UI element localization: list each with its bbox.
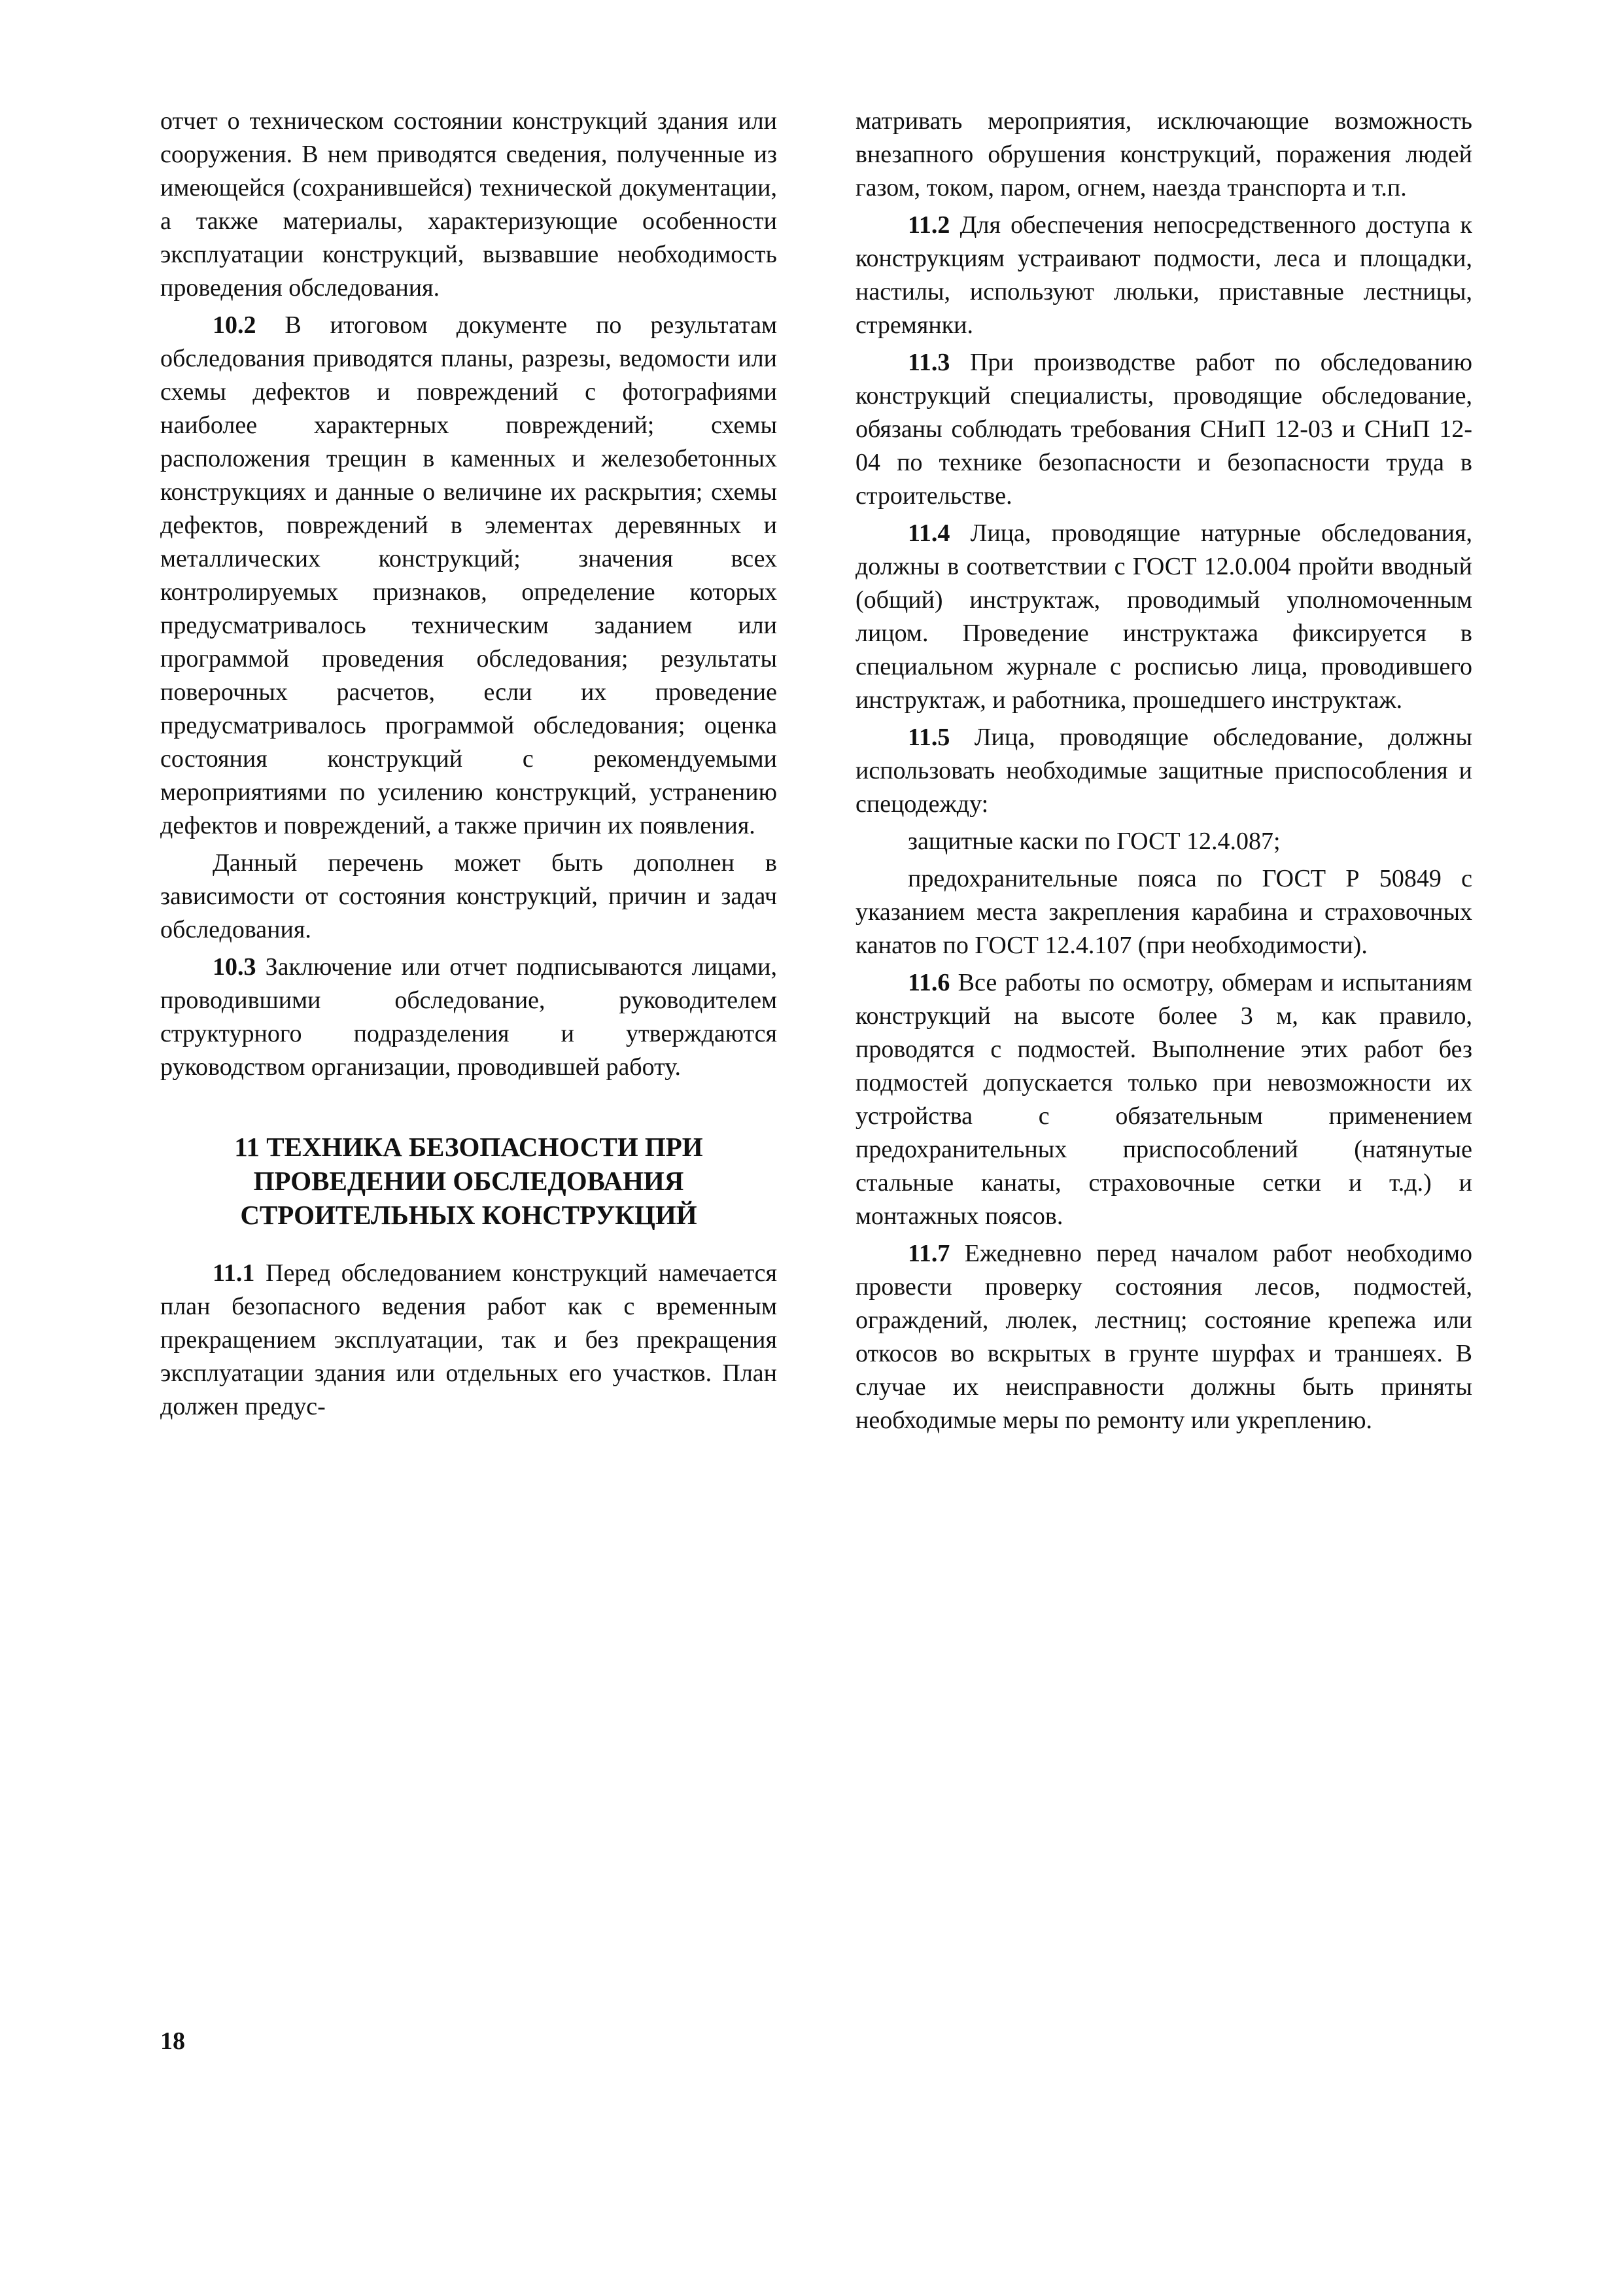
- paragraph-continuation: матривать мероприятия, исключающие возможность внезапного обрушения конструкций, поражения людей газом, током, паром, огнем, наезда транспорта и т.п.: [855, 107, 1472, 201]
- section-title-line: 11 ТЕХНИКА БЕЗОПАСНОСТИ ПРИ: [234, 1132, 703, 1162]
- paragraph-text: Все работы по осмотру, обмерам и испытаниям конструкций на высоте более 3 м, как правило, проводятся с подмостей. Выполнение этих работ без подмостей допускается только при невозможности их устройства с обязательным применением предохранительных приспособлений (натянутые стальные канаты, страховочные сетки и т.д.) и монтажных поясов.: [855, 969, 1472, 1230]
- list-item-helmets: защитные каски по ГОСТ 12.4.087;: [908, 828, 1281, 855]
- section-title: [160, 1130, 777, 1232]
- clause-number: 11.4: [908, 519, 950, 547]
- clause-number: 11.2: [908, 211, 950, 239]
- clause-number: 11.3: [908, 349, 950, 376]
- paragraph-list-extension: Данный перечень может быть дополнен в зависимости от состояния конструкций, причин и задач обследования.: [160, 849, 777, 943]
- section-title-line: ПРОВЕДЕНИИ ОБСЛЕДОВАНИЯ: [253, 1166, 684, 1196]
- paragraph-text: Заключение или отчет подписываются лицами, проводившими обследование, руководителем структурного подразделения и утверждаются руководством организации, проводившей работу.: [160, 953, 777, 1081]
- clause-number: 10.3: [213, 953, 256, 981]
- clause-number: 11.1: [213, 1259, 255, 1287]
- paragraph-11-3: [855, 346, 1472, 513]
- paragraph-text: В итоговом документе по результатам обследования приводятся планы, разрезы, ведомости или схемы дефектов и повреждений с фотографиями наиболее характерных повреждений; схемы расположения трещин в каменных и железобетонных конструкциях и данные о величине их раскрытия; схемы дефектов, повреждений в элементах деревянных и металлических конструкций; значения всех контролируемых признаков, определение которых предусматривалось техническим заданием или программой проведения обследования; результаты поверочных расчетов, если их проведение предусматривалось программой обследования; оценка состояния конструкций с рекомендуемыми мероприятиями по усилению конструкций, устранению дефектов и повреждений, а также причин их появления.: [160, 311, 777, 839]
- paragraph-11-7: [855, 1237, 1472, 1437]
- paragraph-text: Перед обследованием конструкций намечается план безопасного ведения работ как с временным прекращением эксплуатации, так и без прекращения эксплуатации здания или отдельных его участков. План должен предус-: [160, 1259, 777, 1420]
- paragraph-text: Лица, проводящие натурные обследования, должны в соответствии с ГОСТ 12.0.004 пройти вводный (общий) инструктаж, проводимый уполномоченным лицом. Проведение инструктажа фиксируется в специальном журнале с росписью лица, проводившего инструктаж, и работника, прошедшего инструктаж.: [855, 519, 1472, 714]
- clause-number: 11.6: [908, 969, 950, 996]
- paragraph-text: Лица, проводящие обследование, должны использовать необходимые защитные приспособления и спецодежду:: [855, 724, 1472, 818]
- paragraph-11-1: [160, 1257, 777, 1424]
- section-title-line: СТРОИТЕЛЬНЫХ КОНСТРУКЦИЙ: [240, 1200, 697, 1230]
- paragraph-10-2: [160, 309, 777, 843]
- paragraph-11-5: [855, 721, 1472, 821]
- clause-number: 10.2: [213, 311, 256, 339]
- paragraph-intro: отчет о техническом состоянии конструкций здания или сооружения. В нем приводятся сведения, полученные из имеющейся (сохранившейся) технической документации, а также материалы, характеризующие особенности эксплуатации конструкций, вызвавшие необходимость проведения обследования.: [160, 107, 777, 302]
- paragraph-text: При производстве работ по обследованию конструкций специалисты, проводящие обследование, обязаны соблюдать требования СНиП 12-03 и СНиП 12-04 по технике безопасности и безопасности труда в строительстве.: [855, 349, 1472, 510]
- paragraph-10-3: [160, 951, 777, 1084]
- paragraph-11-2: [855, 209, 1472, 342]
- clause-number: 11.7: [908, 1240, 950, 1267]
- paragraph-text: Ежедневно перед началом работ необходимо провести проверку состояния лесов, подмостей, ограждений, люлек, лестниц; состояние крепежа или откосов во вскрытых в грунте шурфах и траншеях. В случае их неисправности должны быть приняты необходимые меры по ремонту или укреплению.: [855, 1240, 1472, 1434]
- left-column: [160, 105, 777, 1428]
- paragraph-text: Для обеспечения непосредственного доступа к конструкциям устраивают подмости, леса и площадки, настилы, используют люльки, приставные лестницы, стремянки.: [855, 211, 1472, 339]
- list-item-safety-belts: предохранительные пояса по ГОСТ Р 50849 с указанием места закрепления карабина и страховочных канатов по ГОСТ 12.4.107 (при необходимости).: [855, 865, 1472, 959]
- paragraph-11-4: [855, 517, 1472, 717]
- clause-number: 11.5: [908, 724, 950, 751]
- paragraph-11-6: [855, 966, 1472, 1233]
- page-number: 18: [160, 2027, 185, 2055]
- right-column: [855, 105, 1472, 1441]
